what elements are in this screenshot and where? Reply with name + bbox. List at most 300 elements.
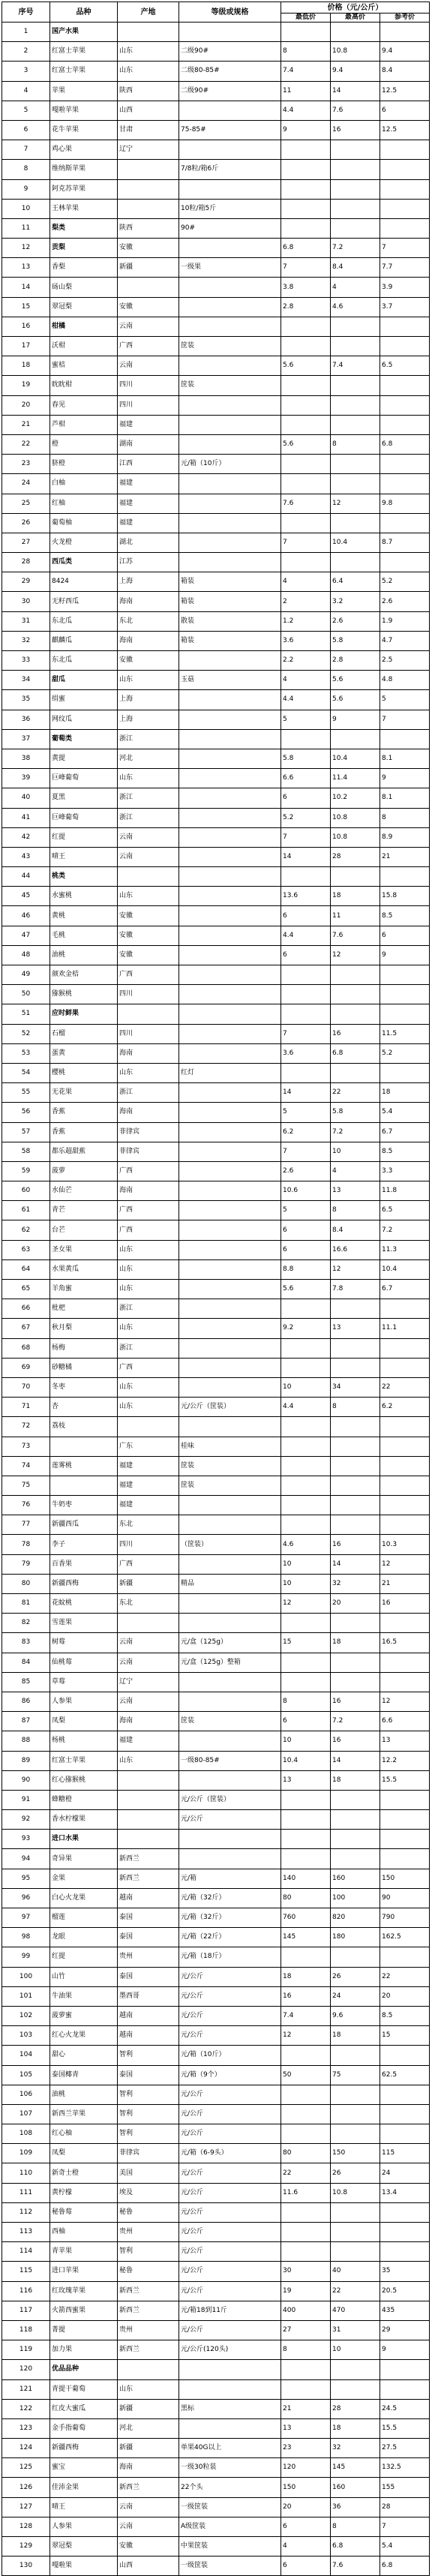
row-grade: 元/公斤 xyxy=(179,2223,281,2242)
table-row xyxy=(2,2379,430,2399)
row-origin xyxy=(118,1810,179,1830)
table-row xyxy=(2,945,430,965)
row-max-price: 2.8 xyxy=(331,651,380,671)
row-grade xyxy=(179,317,281,336)
row-origin xyxy=(118,1790,179,1809)
row-seq: 64 xyxy=(2,1259,50,1279)
row-seq: 45 xyxy=(2,887,50,906)
row-max-price: 470 xyxy=(331,2301,380,2320)
row-grade xyxy=(179,1692,281,1711)
row-min-price: 7.4 xyxy=(281,62,331,81)
row-ref-price xyxy=(380,729,430,749)
row-origin: 湖北 xyxy=(118,533,179,552)
row-ref-price: 12 xyxy=(380,1692,430,1711)
row-grade: 二级80-85# xyxy=(179,62,281,81)
row-max-price xyxy=(331,729,380,749)
row-min-price: 14 xyxy=(281,1083,331,1103)
row-min-price: 6 xyxy=(281,906,331,926)
row-min-price: 2.2 xyxy=(281,651,331,671)
row-ref-price: 22 xyxy=(380,1377,430,1397)
table-row xyxy=(2,1161,430,1181)
table-row xyxy=(2,513,430,533)
table-row xyxy=(2,2439,430,2458)
row-ref-price: 24.5 xyxy=(380,2399,430,2418)
row-ref-price: 21 xyxy=(380,847,430,866)
row-origin: 福建 xyxy=(118,513,179,533)
row-min-price xyxy=(281,337,331,356)
table-row xyxy=(2,1220,430,1240)
row-grade: 10粒/箱5斤 xyxy=(179,199,281,218)
row-max-price: 7.2 xyxy=(331,1122,380,1142)
row-grade: 中果筐装 xyxy=(179,2537,281,2556)
row-seq: 113 xyxy=(2,2223,50,2242)
row-name: 葡萄柚 xyxy=(50,513,118,533)
row-grade: 筐装 xyxy=(179,1476,281,1495)
row-ref-price: 8.7 xyxy=(380,533,430,552)
row-ref-price: 6.2 xyxy=(380,1398,430,1417)
row-seq: 3 xyxy=(2,62,50,81)
row-origin: 浙江 xyxy=(118,1338,179,1358)
row-name: 香水柠檬果 xyxy=(50,1810,118,1830)
row-seq: 103 xyxy=(2,2026,50,2046)
row-grade xyxy=(179,533,281,552)
row-grade xyxy=(179,827,281,847)
row-max-price xyxy=(331,985,380,1004)
table-row xyxy=(2,1967,430,1986)
row-ref-price xyxy=(380,1299,430,1319)
row-seq: 50 xyxy=(2,985,50,1004)
row-grade xyxy=(179,1554,281,1574)
row-max-price xyxy=(331,1476,380,1495)
row-name: 莲雾桃 xyxy=(50,1456,118,1476)
row-name: 榴莲 xyxy=(50,1908,118,1928)
row-grade xyxy=(179,356,281,376)
row-ref-price xyxy=(380,1653,430,1672)
row-name: 火箭西蜜果 xyxy=(50,2301,118,2320)
row-seq: 83 xyxy=(2,1633,50,1653)
row-seq: 4 xyxy=(2,81,50,101)
row-grade: 元/公斤（筐装） xyxy=(179,1790,281,1809)
row-origin: 江苏 xyxy=(118,553,179,572)
row-ref-price xyxy=(380,2085,430,2104)
row-grade xyxy=(179,1043,281,1063)
row-grade: 元/箱（10斤） xyxy=(179,455,281,474)
row-ref-price xyxy=(380,1063,430,1082)
row-ref-price: 150 xyxy=(380,1869,430,1888)
row-max-price xyxy=(331,376,380,395)
row-name: 猕猴桃 xyxy=(50,985,118,1004)
row-grade xyxy=(179,1083,281,1103)
row-grade: 箱装 xyxy=(179,592,281,611)
table-row xyxy=(2,1240,430,1259)
row-origin: 云南 xyxy=(118,356,179,376)
row-origin: 四川 xyxy=(118,985,179,1004)
row-seq: 68 xyxy=(2,1338,50,1358)
row-origin: 安徽 xyxy=(118,2537,179,2556)
table-row xyxy=(2,1928,430,1947)
row-seq: 47 xyxy=(2,926,50,945)
row-min-price xyxy=(281,317,331,336)
row-min-price xyxy=(281,1437,331,1456)
row-name: 毛桃 xyxy=(50,926,118,945)
row-min-price xyxy=(281,1004,331,1024)
row-max-price xyxy=(331,1810,380,1830)
row-origin: 安徽 xyxy=(118,651,179,671)
table-row xyxy=(2,2340,430,2360)
row-ref-price: 4.7 xyxy=(380,631,430,650)
row-ref-price: 10.3 xyxy=(380,1535,430,1554)
row-max-price: 145 xyxy=(331,2458,380,2478)
row-ref-price: 11.5 xyxy=(380,1024,430,1043)
row-max-price: 10.8 xyxy=(331,2183,380,2202)
table-row xyxy=(2,1437,430,1456)
row-grade: 75-85# xyxy=(179,120,281,140)
row-min-price: 5.6 xyxy=(281,356,331,376)
row-max-price: 160 xyxy=(331,1869,380,1888)
row-origin: 菲律宾 xyxy=(118,1122,179,1142)
row-origin: 云南 xyxy=(118,317,179,336)
row-grade xyxy=(179,1731,281,1751)
row-seq: 120 xyxy=(2,2360,50,2379)
row-seq: 86 xyxy=(2,1692,50,1711)
row-min-price: 8 xyxy=(281,1692,331,1711)
row-seq: 36 xyxy=(2,710,50,729)
row-max-price: 5.6 xyxy=(331,671,380,690)
row-origin: 浙江 xyxy=(118,1299,179,1319)
row-grade: 二级90# xyxy=(179,42,281,62)
row-origin: 泰国 xyxy=(118,1928,179,1947)
row-seq: 7 xyxy=(2,140,50,160)
row-max-price: 8 xyxy=(331,2517,380,2536)
row-max-price xyxy=(331,2085,380,2104)
row-seq: 102 xyxy=(2,2006,50,2025)
row-origin: 山东 xyxy=(118,1240,179,1259)
row-seq: 53 xyxy=(2,1043,50,1063)
row-origin: 智利 xyxy=(118,2104,179,2124)
row-ref-price xyxy=(380,2242,430,2262)
row-name: 菠萝 xyxy=(50,1161,118,1181)
row-ref-price: 6.5 xyxy=(380,356,430,376)
row-seq: 126 xyxy=(2,2478,50,2497)
row-min-price xyxy=(281,2046,331,2065)
row-grade: 元/箱（6-9头） xyxy=(179,2144,281,2163)
row-origin: 安徽 xyxy=(118,906,179,926)
row-max-price xyxy=(331,199,380,218)
row-origin xyxy=(118,160,179,179)
row-seq: 41 xyxy=(2,808,50,827)
table-row xyxy=(2,533,430,552)
row-min-price: 6 xyxy=(281,1220,331,1240)
row-seq: 91 xyxy=(2,1790,50,1809)
table-row xyxy=(2,2124,430,2144)
row-name: 东北瓜 xyxy=(50,611,118,631)
row-min-price: 2.8 xyxy=(281,297,331,317)
row-origin: 海南 xyxy=(118,1712,179,1731)
row-grade xyxy=(179,101,281,120)
row-grade: 元/公斤 xyxy=(179,2320,281,2340)
row-name: 花蚊桃 xyxy=(50,1594,118,1614)
table-row xyxy=(2,1063,430,1082)
row-origin: 广东 xyxy=(118,1437,179,1456)
row-ref-price xyxy=(380,1810,430,1830)
row-name: 李子 xyxy=(50,1535,118,1554)
row-ref-price: 8.9 xyxy=(380,827,430,847)
row-name: 翠冠梨 xyxy=(50,297,118,317)
row-min-price: 4 xyxy=(281,2537,331,2556)
row-seq: 42 xyxy=(2,827,50,847)
table-body xyxy=(2,23,430,2576)
row-max-price xyxy=(331,1496,380,1515)
row-max-price: 8 xyxy=(331,1398,380,1417)
row-name: 香梨 xyxy=(50,258,118,278)
row-min-price: 80 xyxy=(281,1888,331,1908)
row-grade xyxy=(179,1142,281,1161)
row-min-price: 80 xyxy=(281,2144,331,2163)
row-seq: 23 xyxy=(2,455,50,474)
row-name: 桃类 xyxy=(50,867,118,887)
row-ref-price: 4.8 xyxy=(380,671,430,690)
row-grade: 单果40G以上 xyxy=(179,2439,281,2458)
row-ref-price xyxy=(380,317,430,336)
row-max-price xyxy=(331,2360,380,2379)
row-grade xyxy=(179,23,281,42)
row-seq: 90 xyxy=(2,1770,50,1790)
row-seq: 117 xyxy=(2,2301,50,2320)
row-ref-price: 62.5 xyxy=(380,2065,430,2085)
row-seq: 22 xyxy=(2,434,50,454)
row-grade xyxy=(179,906,281,926)
table-row xyxy=(2,887,430,906)
row-ref-price: 12.2 xyxy=(380,1751,430,1770)
table-row xyxy=(2,317,430,336)
row-name: 红心柚 xyxy=(50,2124,118,2144)
row-ref-price xyxy=(380,985,430,1004)
table-row xyxy=(2,81,430,101)
row-max-price: 10.8 xyxy=(331,827,380,847)
table-row xyxy=(2,101,430,120)
row-max-price: 16 xyxy=(331,1692,380,1711)
table-row xyxy=(2,1456,430,1476)
row-origin: 浙江 xyxy=(118,808,179,827)
row-name: 秘鲁莓 xyxy=(50,2202,118,2222)
row-name: 嘎啦苹果 xyxy=(50,101,118,120)
row-origin: 云南 xyxy=(118,847,179,866)
row-max-price: 32 xyxy=(331,2439,380,2458)
row-seq: 100 xyxy=(2,1967,50,1986)
table-row xyxy=(2,867,430,887)
row-origin: 福建 xyxy=(118,1476,179,1495)
row-grade: 一级80-85# xyxy=(179,1751,281,1770)
row-grade xyxy=(179,808,281,827)
row-origin: 福建 xyxy=(118,415,179,434)
row-grade: 元/箱（32斤） xyxy=(179,1888,281,1908)
row-ref-price: 9 xyxy=(380,2340,430,2360)
row-origin: 山东 xyxy=(118,62,179,81)
row-name: 山竹 xyxy=(50,1967,118,1986)
row-ref-price: 115 xyxy=(380,2144,430,2163)
row-min-price: 10.4 xyxy=(281,1751,331,1770)
row-ref-price: 13 xyxy=(380,1731,430,1751)
table-row xyxy=(2,356,430,376)
row-origin: 越南 xyxy=(118,2006,179,2025)
row-name: 人参果 xyxy=(50,2517,118,2536)
row-grade xyxy=(179,1496,281,1515)
row-ref-price: 24 xyxy=(380,2163,430,2183)
row-grade xyxy=(179,965,281,985)
row-max-price: 10 xyxy=(331,1142,380,1161)
row-name: 巨峰葡萄 xyxy=(50,808,118,827)
row-max-price: 22 xyxy=(331,2281,380,2301)
row-origin: 埃及 xyxy=(118,2183,179,2202)
row-seq: 97 xyxy=(2,1908,50,1928)
table-row xyxy=(2,62,430,81)
table-row xyxy=(2,827,430,847)
row-seq: 92 xyxy=(2,1810,50,1830)
row-min-price: 7.4 xyxy=(281,2006,331,2025)
row-grade xyxy=(179,395,281,415)
row-max-price: 36 xyxy=(331,2497,380,2517)
table-row xyxy=(2,729,430,749)
row-origin: 安徽 xyxy=(118,239,179,258)
row-name: 葡萄类 xyxy=(50,729,118,749)
row-origin: 河北 xyxy=(118,749,179,768)
table-row xyxy=(2,1259,430,1279)
row-origin: 海南 xyxy=(118,1103,179,1122)
row-seq: 72 xyxy=(2,1417,50,1437)
table-row xyxy=(2,395,430,415)
row-grade: 桂味 xyxy=(179,1437,281,1456)
row-min-price: 3.6 xyxy=(281,631,331,650)
table-row xyxy=(2,1083,430,1103)
row-grade: 元/公斤 xyxy=(179,2262,281,2281)
row-name: 杏 xyxy=(50,1398,118,1417)
row-max-price xyxy=(331,2223,380,2242)
row-max-price xyxy=(331,1063,380,1082)
row-max-price xyxy=(331,1358,380,1377)
table-row xyxy=(2,1004,430,1024)
row-name: 蛋黄 xyxy=(50,1043,118,1063)
row-ref-price: 132.5 xyxy=(380,2458,430,2478)
row-grade: 一级30粒装 xyxy=(179,2458,281,2478)
row-name: 维纳斯苹果 xyxy=(50,160,118,179)
row-name: 红玫瑰苹果 xyxy=(50,2281,118,2301)
row-name: 杨桃 xyxy=(50,1731,118,1751)
row-min-price: 7 xyxy=(281,827,331,847)
table-row xyxy=(2,1770,430,1790)
row-max-price xyxy=(331,1004,380,1024)
row-min-price: 9.2 xyxy=(281,1319,331,1338)
row-min-price: 4.4 xyxy=(281,1398,331,1417)
table-row xyxy=(2,1751,430,1770)
row-ref-price xyxy=(380,1849,430,1869)
row-ref-price xyxy=(380,1437,430,1456)
row-max-price: 7.2 xyxy=(331,239,380,258)
row-name: 水果黄瓜 xyxy=(50,1259,118,1279)
row-grade xyxy=(179,1122,281,1142)
row-seq: 63 xyxy=(2,1240,50,1259)
row-seq: 40 xyxy=(2,788,50,808)
row-origin: 越南 xyxy=(118,2026,179,2046)
row-seq: 99 xyxy=(2,1947,50,1967)
row-origin: 云南 xyxy=(118,1692,179,1711)
row-seq: 123 xyxy=(2,2418,50,2438)
row-grade: 玉菇 xyxy=(179,671,281,690)
table-row xyxy=(2,23,430,42)
row-min-price: 3.6 xyxy=(281,1043,331,1063)
row-max-price xyxy=(331,513,380,533)
row-ref-price: 3.9 xyxy=(380,278,430,297)
row-seq: 93 xyxy=(2,1830,50,1849)
row-max-price: 6.8 xyxy=(331,2537,380,2556)
row-origin: 新西兰 xyxy=(118,2281,179,2301)
row-grade: （筐装） xyxy=(179,1535,281,1554)
table-row xyxy=(2,2458,430,2478)
table-row xyxy=(2,592,430,611)
row-seq: 5 xyxy=(2,101,50,120)
row-name: 贡梨 xyxy=(50,239,118,258)
row-ref-price: 7.7 xyxy=(380,258,430,278)
row-min-price xyxy=(281,553,331,572)
row-min-price: 6 xyxy=(281,1712,331,1731)
row-origin: 墨西哥 xyxy=(118,1986,179,2006)
row-seq: 51 xyxy=(2,1004,50,1024)
row-ref-price xyxy=(380,2379,430,2399)
row-name: 翠冠梨 xyxy=(50,2537,118,2556)
table-row xyxy=(2,926,430,945)
table-row xyxy=(2,788,430,808)
row-max-price: 40 xyxy=(331,2262,380,2281)
row-grade xyxy=(179,2418,281,2438)
row-name: 杨梅 xyxy=(50,1338,118,1358)
row-name: 王林苹果 xyxy=(50,199,118,218)
row-max-price: 10.4 xyxy=(331,533,380,552)
row-min-price xyxy=(281,1338,331,1358)
row-max-price: 26 xyxy=(331,1967,380,1986)
table-row xyxy=(2,2046,430,2065)
row-name: 晴王 xyxy=(50,2497,118,2517)
row-name: 砀山梨 xyxy=(50,278,118,297)
row-seq: 107 xyxy=(2,2104,50,2124)
row-min-price: 19 xyxy=(281,2281,331,2301)
row-min-price: 10 xyxy=(281,1731,331,1751)
row-seq: 122 xyxy=(2,2399,50,2418)
row-grade xyxy=(179,1614,281,1633)
row-seq: 108 xyxy=(2,2124,50,2144)
row-name: 新疆西梅 xyxy=(50,2439,118,2458)
row-ref-price xyxy=(380,140,430,160)
row-origin: 福建 xyxy=(118,474,179,494)
row-ref-price xyxy=(380,1338,430,1358)
row-origin: 甘肃 xyxy=(118,120,179,140)
row-origin: 海南 xyxy=(118,631,179,650)
row-origin: 四川 xyxy=(118,376,179,395)
table-row xyxy=(2,572,430,592)
row-max-price: 22 xyxy=(331,1083,380,1103)
table-row xyxy=(2,2517,430,2536)
row-seq: 89 xyxy=(2,1751,50,1770)
row-max-price: 11 xyxy=(331,906,380,926)
row-max-price: 8.4 xyxy=(331,1220,380,1240)
row-seq: 27 xyxy=(2,533,50,552)
row-max-price: 6.8 xyxy=(331,1043,380,1063)
row-seq: 65 xyxy=(2,1280,50,1299)
row-ref-price: 5.2 xyxy=(380,572,430,592)
row-ref-price: 16.5 xyxy=(380,1633,430,1653)
header-name: 品种 xyxy=(50,2,118,23)
row-min-price: 7 xyxy=(281,533,331,552)
row-grade: 元/箱（32斤） xyxy=(179,1908,281,1928)
row-origin: 安徽 xyxy=(118,945,179,965)
